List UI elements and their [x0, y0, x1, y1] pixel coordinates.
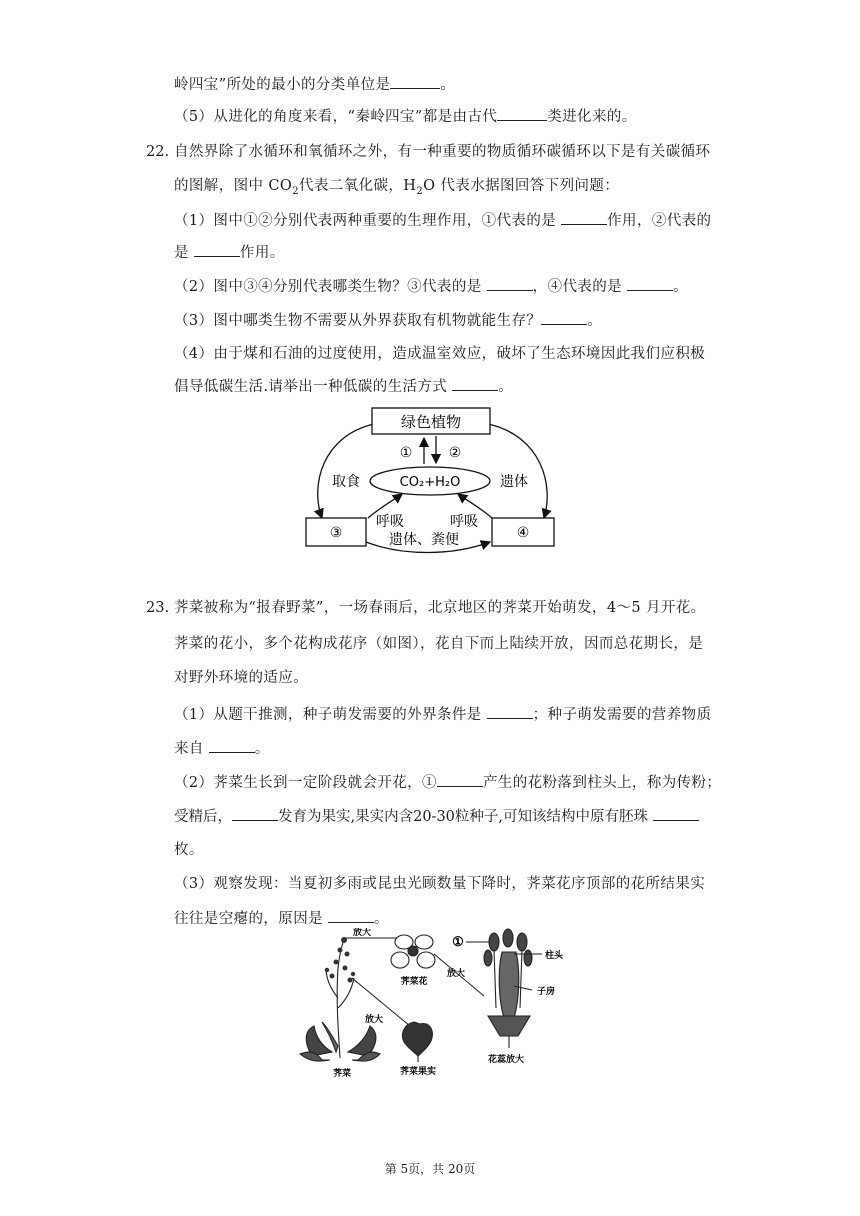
- stigma-label: 柱头: [544, 951, 564, 961]
- answer-blank[interactable]: [452, 376, 498, 391]
- plant-illustration: [300, 937, 380, 1061]
- q23-part1-line1: （1）从题干推测，种子萌发需要的外界条件是 ；种子萌发需要的营养物质: [174, 704, 711, 725]
- answer-blank[interactable]: [653, 806, 699, 821]
- answer-blank[interactable]: [561, 210, 607, 225]
- zoom-label-1: 放大: [352, 928, 372, 938]
- zoom-label-3: 放大: [446, 969, 466, 979]
- q22-stem-line2: 的图解，图中 $CO_2$代表二氧化碳，$H_2O$ 代表水据图回答下列问题：: [174, 178, 620, 197]
- answer-blank[interactable]: [209, 738, 255, 753]
- flower-illustration: [391, 935, 435, 968]
- q23-stem-line1: 荠菜被称为“报春野菜”，一场春雨后，北京地区的荠菜开始萌发，4～5 月开花。: [174, 600, 706, 616]
- q23-stem-line3: 对野外环境的适应。: [174, 670, 309, 686]
- pistil-zoom-label: 花蕊放大: [487, 1055, 525, 1065]
- q21-line1: 岭四宝”所处的最小的分类单位是 。: [174, 74, 455, 95]
- answer-blank[interactable]: [487, 704, 533, 719]
- ovary-label: 子房: [536, 987, 556, 997]
- mark-1: ①: [399, 445, 413, 461]
- label-remains: 遗体: [500, 474, 528, 490]
- co2-h2o-label: CO₂+H₂O: [399, 475, 461, 490]
- q22-part3: （3）图中哪类生物不需要从外界获取有机物就能生存？ 。: [174, 310, 602, 331]
- label-respiration-right: 呼吸: [450, 514, 478, 530]
- q23-part2-line3: 枚。: [174, 842, 204, 858]
- q23-part2-line1: （2）荠菜生长到一定阶段就会开花，① 产生的花粉落到柱头上，称为传粉；: [174, 772, 721, 793]
- answer-blank[interactable]: [328, 908, 374, 923]
- label-respiration-left: 呼吸: [376, 514, 404, 530]
- q23-part3-line2: 往往是空瘪的，原因是 。: [174, 908, 389, 929]
- flower-label: 荠菜花: [400, 977, 428, 987]
- answer-blank[interactable]: [627, 276, 673, 291]
- question-number: 23.: [146, 600, 170, 616]
- answer-blank[interactable]: [541, 310, 587, 325]
- arrow-plant-to-4: [488, 424, 547, 518]
- mark-3: ③: [329, 525, 343, 541]
- question-number: 22.: [146, 144, 170, 160]
- q22-stem-line1: 自然界除了水循环和氧循环之外，有一种重要的物质循环碳循环以下是有关碳循环: [174, 144, 711, 160]
- q23-part3-line1: （3）观察发现：当夏初多雨或昆虫光顾数量下降时，荠菜花序顶部的花所结果实: [174, 876, 706, 892]
- answer-blank[interactable]: [437, 772, 483, 787]
- q23-part2-line2: 受精后， 发育为果实,果实内含20-30粒种子,可知该结构中原有胚珠: [174, 806, 699, 827]
- fruit-illustration: [402, 1022, 432, 1062]
- fruit-label: 荠菜果实: [399, 1067, 437, 1077]
- mark-4: ④: [516, 525, 530, 541]
- arrow-plant-to-3: [318, 424, 374, 518]
- green-plant-label: 绿色植物: [400, 413, 462, 431]
- q22-part4-line2: 倡导低碳生活.请举出一种低碳的生活方式 。: [174, 376, 513, 397]
- q23-stem-line2: 荠菜的花小，多个花构成花序（如图），花自下而上陆续开放，因而总花期长，是: [174, 636, 704, 652]
- answer-blank[interactable]: [487, 276, 533, 291]
- plant-label: 荠菜: [332, 1069, 352, 1078]
- q22-part4-line1: （4）由于煤和石油的过度使用，造成温室效应，破坏了生态环境因此我们应积极: [174, 346, 706, 362]
- q23-part1-line2: 来自 。: [174, 738, 270, 759]
- answer-blank[interactable]: [497, 106, 547, 121]
- label-remains-feces: 遗体、粪便: [389, 532, 459, 548]
- answer-blank[interactable]: [232, 806, 278, 821]
- q22-part2: （2）图中③④分别代表哪类生物？③代表的是 ，④代表的是 。: [174, 276, 688, 297]
- label-eat: 取食: [332, 474, 360, 490]
- q22-part1-line2: 是 作用。: [174, 242, 285, 263]
- shepherds-purse-figure: [292, 928, 602, 1078]
- answer-blank[interactable]: [390, 74, 440, 89]
- mark-1-anther: ①: [452, 935, 464, 950]
- answer-blank[interactable]: [194, 242, 240, 257]
- carbon-cycle-diagram: [302, 406, 574, 556]
- q21-line2: （5）从进化的角度来看，“秦岭四宝”都是由古代 类进化来的。: [174, 106, 637, 127]
- mark-2: ②: [448, 445, 462, 461]
- zoom-label-2: 放大: [364, 1015, 384, 1025]
- page-footer: 第 5页，共 20页: [384, 1162, 476, 1176]
- q22-part1-line1: （1）图中①②分别代表两种重要的生理作用，①代表的是 作用，②代表的: [174, 210, 711, 231]
